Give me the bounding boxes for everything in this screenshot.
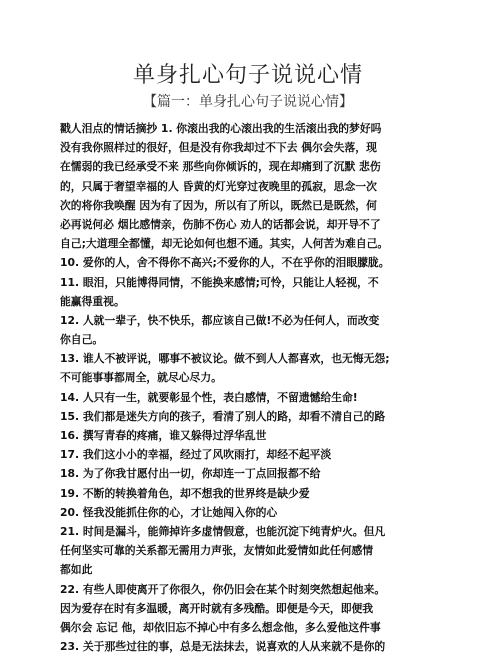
body-text-line: 20. 怪我没能抓住你的心，才让她闯入你的心 (60, 505, 278, 519)
body-text-line: 15. 我们都是迷失方向的孩子，看清了别人的路，却看不清自己的路 (60, 409, 386, 423)
body-text-line: 12. 人就一辈子，快不快乐，都应该自己做!不必为任何人，而改变 (60, 313, 380, 327)
body-text-line: 23. 关于那些过往的事，总是无法抹去，说喜欢的人从来就不是你的 (60, 640, 386, 654)
body-text-line: 17. 我们这小小的幸福，经过了风吹雨打，却经不起平淡 (60, 448, 332, 462)
body-text-line: 16. 撰写青春的疼痛，谁又躲得过浮华乱世 (60, 429, 267, 442)
body-text-line: 14. 人只有一生，就要彰显个性，表白感情，不留遗憾给生命! (60, 390, 358, 404)
body-text-line: 你自己。 (60, 333, 104, 347)
body-text-line: 没有我你照样过的很好，但是没有你我却过不下去 偶尔会失落，现 (60, 141, 377, 155)
body-text-line: 在懦弱的我已经承受不来 那些向你倾诉的，现在却痛到了沉默 悲伤 (60, 160, 381, 174)
body-text-line: 19. 不断的转换着角色，却不想我的世界终是缺少爱 (60, 486, 310, 500)
body-text-line: 必再说何必 烟比感情亲，伤肺不伤心 劝人的话都会说，却开导不了 (60, 217, 381, 231)
body-text-line: 11. 眼泪，只能博得同情，不能换来感情;可怜，只能让人轻视，不 (60, 275, 379, 289)
body-text-line: 任何坚实可靠的关系都无需用力声张，友情如此爱情如此任何感情 (60, 544, 374, 558)
body-text-line: 戳人泪点的情话摘抄 1. 你滚出我的心滚出我的生活滚出我的梦好吗 (60, 122, 382, 135)
body-text-line: 偶尔会 忘记 他，却依旧忘不掉心中有多么想念他，多么爱他这件事 (60, 620, 381, 634)
body-text-line: 能赢得重视。 (60, 294, 125, 308)
body-text-line: 次的将你我唤醒 因为有了因为，所以有了所以，既然已是既然，何 (60, 198, 377, 212)
body-text-line: 不可能事事都周全，就尽心尽力。 (60, 371, 222, 385)
document-title: 单身扎心句子说说心情 (132, 63, 363, 88)
body-text-line: 22. 有些人即使离开了你很久，你仍旧会在某个时刻突然想起他来。 (60, 582, 386, 596)
body-text-line: 因为爱存在时有多温暖，离开时就有多残酷。即便是今天，即便我 (60, 601, 374, 615)
body-text-line: 都如此 (60, 563, 93, 577)
body-text-line: 18. 为了你我甘愿付出一切，你却连一丁点回报都不给 (60, 467, 321, 481)
body-text-line: 21. 时间是漏斗，能筛掉许多虚情假意，也能沉淀下纯青炉火。但凡 (60, 524, 386, 538)
document-subtitle: 【篇一：单身扎心句子说说心情】 (143, 94, 353, 110)
body-text-line: 13. 谁人不被评说，哪事不被议论。做不到人人都喜欢，也无悔无怨; (60, 352, 390, 366)
body-text-line: 的，只属于奢望幸福的人 昏黄的灯光穿过夜晚里的孤寂，思念一次 (60, 179, 377, 193)
document-body (60, 119, 440, 656)
body-text-line: 自己;大道理全都懂，却无论如何也想不通。其实，人何苦为难自己。 (60, 237, 389, 251)
body-text-line: 10. 爱你的人，舍不得你不高兴;不爱你的人，不在乎你的泪眼朦胧。 (60, 256, 390, 270)
